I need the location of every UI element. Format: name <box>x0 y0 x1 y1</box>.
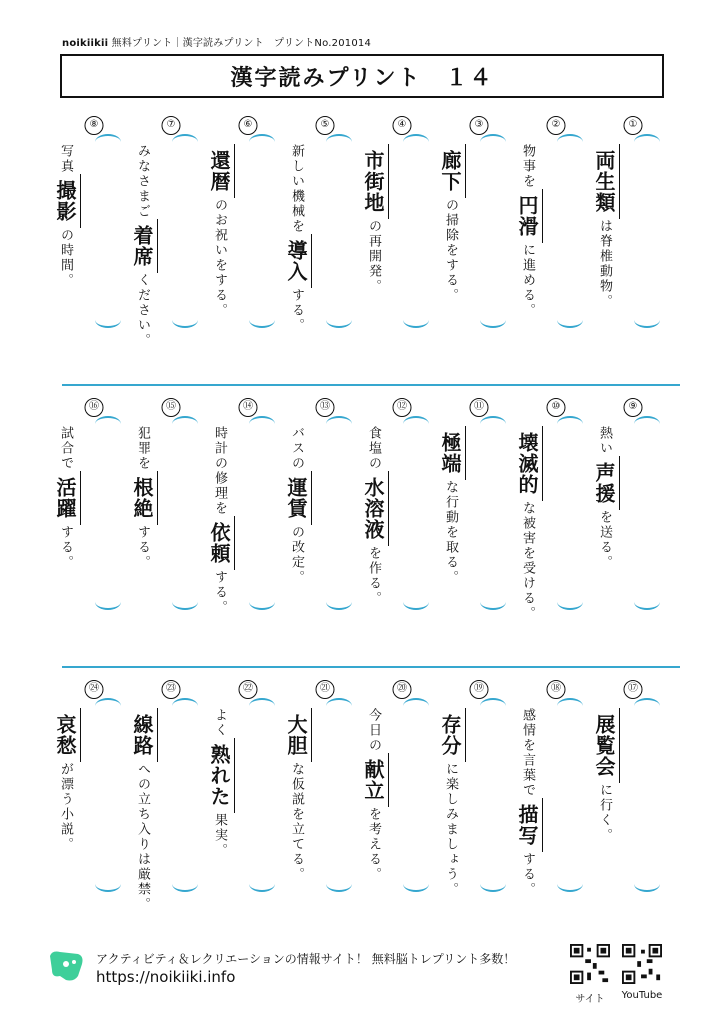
question-number: ⑮ <box>162 398 181 417</box>
sentence-after: の再開発。 <box>366 219 381 294</box>
question-item <box>440 116 518 378</box>
answer-bracket-bottom[interactable] <box>634 312 660 328</box>
answer-bracket-bottom[interactable] <box>249 594 275 610</box>
sentence-after: を考える。 <box>366 807 381 882</box>
answer-bracket-top[interactable] <box>557 698 583 714</box>
question-item <box>132 116 210 378</box>
sentence-before: 感情を言葉で <box>520 708 535 798</box>
question-sentence <box>515 708 545 897</box>
kanji-word: 運賃 <box>282 471 312 525</box>
sentence-after: 果実。 <box>212 813 227 858</box>
answer-bracket-top[interactable] <box>634 698 660 714</box>
brand-name: noikiikii <box>62 38 109 49</box>
question-sentence <box>53 708 83 852</box>
question-item <box>132 398 210 660</box>
answer-bracket-bottom[interactable] <box>95 594 121 610</box>
sentence-after: ください。 <box>135 273 150 348</box>
footer-tagline: アクティビティ＆レクリエーションの情報サイト！ 無料脳トレプリント多数！ <box>96 952 516 966</box>
sentence-after: に行く。 <box>597 783 612 843</box>
sentence-before: 時計の修理を <box>212 426 227 516</box>
answer-bracket-bottom[interactable] <box>172 594 198 610</box>
question-item <box>209 116 287 378</box>
sentence-before: 犯罪を <box>135 426 150 471</box>
answer-bracket-bottom[interactable] <box>480 876 506 892</box>
kanji-word: 存分 <box>436 708 466 762</box>
question-number: ⑪ <box>470 398 489 417</box>
question-sentence <box>53 426 83 570</box>
sentence-after: する。 <box>135 525 150 570</box>
kanji-word: 極端 <box>436 426 466 480</box>
question-sentence <box>207 426 237 615</box>
answer-bracket-bottom[interactable] <box>95 312 121 328</box>
answer-bracket-top[interactable] <box>95 416 121 432</box>
sentence-after: を送る。 <box>597 510 612 570</box>
header-subtitle: 無料プリント｜漢字読みプリント プリントNo.201014 <box>111 38 371 49</box>
answer-bracket-top[interactable] <box>172 698 198 714</box>
question-sentence <box>284 426 314 585</box>
kanji-word: 撮影 <box>51 174 81 228</box>
question-sentence <box>361 144 391 294</box>
kanji-word: 献立 <box>359 753 389 807</box>
question-sentence <box>284 144 314 333</box>
question-sentence <box>361 708 391 882</box>
question-item <box>55 116 133 378</box>
answer-bracket-bottom[interactable] <box>326 594 352 610</box>
answer-bracket-bottom[interactable] <box>403 594 429 610</box>
sentence-after: を作る。 <box>366 546 381 606</box>
sentence-before: よく <box>212 708 227 738</box>
sentence-after: は脊椎動物。 <box>597 219 612 309</box>
sentence-after: に楽しみましょう。 <box>443 762 458 897</box>
sentence-after: への立ち入りは厳禁。 <box>135 762 150 912</box>
question-item <box>286 680 364 942</box>
answer-bracket-top[interactable] <box>95 698 121 714</box>
sentence-after: の時間。 <box>58 228 73 288</box>
answer-bracket-top[interactable] <box>403 698 429 714</box>
footer-url[interactable]: https://noikiiki.info <box>96 968 236 986</box>
answer-bracket-top[interactable] <box>172 134 198 150</box>
sentence-before: 熱い <box>597 426 612 456</box>
site-logo-icon <box>46 948 86 984</box>
answer-bracket-top[interactable] <box>95 134 121 150</box>
kanji-word: 活躍 <box>51 471 81 525</box>
question-number: ① <box>624 116 643 135</box>
answer-bracket-bottom[interactable] <box>403 876 429 892</box>
answer-bracket-bottom[interactable] <box>172 876 198 892</box>
question-item <box>363 398 441 660</box>
sentence-after: な仮説を立てる。 <box>289 762 304 882</box>
question-sentence <box>592 426 622 570</box>
question-number: ⑥ <box>239 116 258 135</box>
question-sentence <box>53 144 83 288</box>
kanji-word: 熟れた <box>205 738 235 813</box>
qr-code-youtube-icon[interactable] <box>622 944 662 984</box>
qr-youtube-label: YouTube <box>621 990 663 1001</box>
sentence-before: 試合で <box>58 426 73 471</box>
sentence-after: が漂う小説。 <box>58 762 73 852</box>
answer-bracket-top[interactable] <box>557 134 583 150</box>
question-item <box>286 116 364 378</box>
sentence-before: 写真 <box>58 144 73 174</box>
question-item <box>517 680 595 942</box>
question-number: ⑯ <box>85 398 104 417</box>
answer-bracket-bottom[interactable] <box>172 312 198 328</box>
sentence-after: の掃除をする。 <box>443 198 458 303</box>
sentence-after: に進める。 <box>520 243 535 318</box>
kanji-word: 声援 <box>590 456 620 510</box>
kanji-word: 描写 <box>513 798 543 852</box>
answer-bracket-bottom[interactable] <box>557 312 583 328</box>
answer-bracket-bottom[interactable] <box>480 312 506 328</box>
question-item <box>363 680 441 942</box>
answer-bracket-bottom[interactable] <box>326 876 352 892</box>
question-number: ⑨ <box>624 398 643 417</box>
sentence-after: する。 <box>212 570 227 615</box>
question-sentence <box>207 144 237 318</box>
answer-bracket-top[interactable] <box>172 416 198 432</box>
row-divider <box>62 384 680 386</box>
question-number: ⑲ <box>470 680 489 699</box>
sentence-after: な被害を受ける。 <box>520 501 535 621</box>
question-number: ⑭ <box>239 398 258 417</box>
kanji-word: 壊滅的 <box>513 426 543 501</box>
answer-bracket-top[interactable] <box>326 698 352 714</box>
kanji-word: 着席 <box>128 219 158 273</box>
kanji-word: 哀愁 <box>51 708 81 762</box>
question-sentence <box>515 144 545 318</box>
question-sentence <box>130 426 160 570</box>
question-sentence <box>438 144 468 303</box>
question-number: ㉒ <box>239 680 258 699</box>
answer-bracket-bottom[interactable] <box>95 876 121 892</box>
kanji-word: 線路 <box>128 708 158 762</box>
kanji-word: 依頼 <box>205 516 235 570</box>
answer-bracket-bottom[interactable] <box>249 312 275 328</box>
kanji-word: 両生類 <box>590 144 620 219</box>
answer-bracket-top[interactable] <box>480 416 506 432</box>
answer-bracket-top[interactable] <box>249 698 275 714</box>
kanji-word: 廊下 <box>436 144 466 198</box>
answer-bracket-top[interactable] <box>634 134 660 150</box>
question-item <box>286 398 364 660</box>
question-number: ⑧ <box>85 116 104 135</box>
question-item <box>594 116 672 378</box>
kanji-word: 大胆 <box>282 708 312 762</box>
answer-bracket-bottom[interactable] <box>403 312 429 328</box>
kanji-word: 展覧会 <box>590 708 620 783</box>
question-sentence <box>130 144 160 348</box>
question-sentence <box>592 708 622 843</box>
question-item <box>517 398 595 660</box>
sentence-before: バスの <box>289 426 304 471</box>
sentence-before: 新しい機械を <box>289 144 304 234</box>
page-title: 漢字読みプリント １４ <box>60 54 664 98</box>
question-sentence <box>438 426 468 585</box>
sentence-after: のお祝いをする。 <box>212 198 227 318</box>
sentence-after: する。 <box>58 525 73 570</box>
question-item <box>594 680 672 942</box>
header-line <box>62 34 371 49</box>
question-number: ㉓ <box>162 680 181 699</box>
question-item <box>440 680 518 942</box>
question-number: ㉑ <box>316 680 335 699</box>
answer-bracket-top[interactable] <box>403 134 429 150</box>
kanji-word: 市街地 <box>359 144 389 219</box>
question-sentence <box>438 708 468 897</box>
sentence-before: 物事を <box>520 144 535 189</box>
question-number: ⑬ <box>316 398 335 417</box>
kanji-word: 根絶 <box>128 471 158 525</box>
answer-bracket-top[interactable] <box>634 416 660 432</box>
answer-bracket-top[interactable] <box>326 416 352 432</box>
question-sentence <box>130 708 160 912</box>
question-sentence <box>361 426 391 606</box>
question-item <box>594 398 672 660</box>
question-number: ⑰ <box>624 680 643 699</box>
question-item <box>55 398 133 660</box>
question-number: ② <box>547 116 566 135</box>
row-divider <box>62 666 680 668</box>
question-number: ⑫ <box>393 398 412 417</box>
sentence-after: する。 <box>520 852 535 897</box>
question-item <box>55 680 133 942</box>
answer-bracket-bottom[interactable] <box>326 312 352 328</box>
answer-bracket-top[interactable] <box>480 698 506 714</box>
sentence-before: みなさまご <box>135 144 150 219</box>
qr-code-site-icon[interactable] <box>570 944 610 984</box>
answer-bracket-bottom[interactable] <box>557 594 583 610</box>
question-sentence <box>592 144 622 309</box>
sentence-after: の改定。 <box>289 525 304 585</box>
answer-bracket-bottom[interactable] <box>249 876 275 892</box>
question-item <box>363 116 441 378</box>
kanji-word: 還暦 <box>205 144 235 198</box>
sentence-after: する。 <box>289 288 304 333</box>
question-number: ④ <box>393 116 412 135</box>
answer-bracket-bottom[interactable] <box>634 876 660 892</box>
sentence-before: 今日の <box>366 708 381 753</box>
question-number: ⑩ <box>547 398 566 417</box>
question-number: ⑦ <box>162 116 181 135</box>
answer-bracket-top[interactable] <box>480 134 506 150</box>
answer-bracket-top[interactable] <box>249 416 275 432</box>
question-item <box>209 680 287 942</box>
answer-bracket-top[interactable] <box>249 134 275 150</box>
answer-bracket-bottom[interactable] <box>634 594 660 610</box>
qr-site-label: サイト <box>575 994 605 1005</box>
answer-bracket-bottom[interactable] <box>557 876 583 892</box>
answer-bracket-bottom[interactable] <box>480 594 506 610</box>
sentence-after: な行動を取る。 <box>443 480 458 585</box>
kanji-word: 水溶液 <box>359 471 389 546</box>
question-item <box>440 398 518 660</box>
answer-bracket-top[interactable] <box>557 416 583 432</box>
question-number: ⑱ <box>547 680 566 699</box>
question-item <box>132 680 210 942</box>
question-number: ㉔ <box>85 680 104 699</box>
question-number: ⑳ <box>393 680 412 699</box>
question-number: ③ <box>470 116 489 135</box>
question-item <box>209 398 287 660</box>
answer-bracket-top[interactable] <box>326 134 352 150</box>
question-number: ⑤ <box>316 116 335 135</box>
kanji-word: 円滑 <box>513 189 543 243</box>
question-sentence <box>207 708 237 858</box>
question-sentence <box>515 426 545 621</box>
answer-bracket-top[interactable] <box>403 416 429 432</box>
sentence-before: 食塩の <box>366 426 381 471</box>
question-sentence <box>284 708 314 882</box>
question-item <box>517 116 595 378</box>
kanji-word: 導入 <box>282 234 312 288</box>
